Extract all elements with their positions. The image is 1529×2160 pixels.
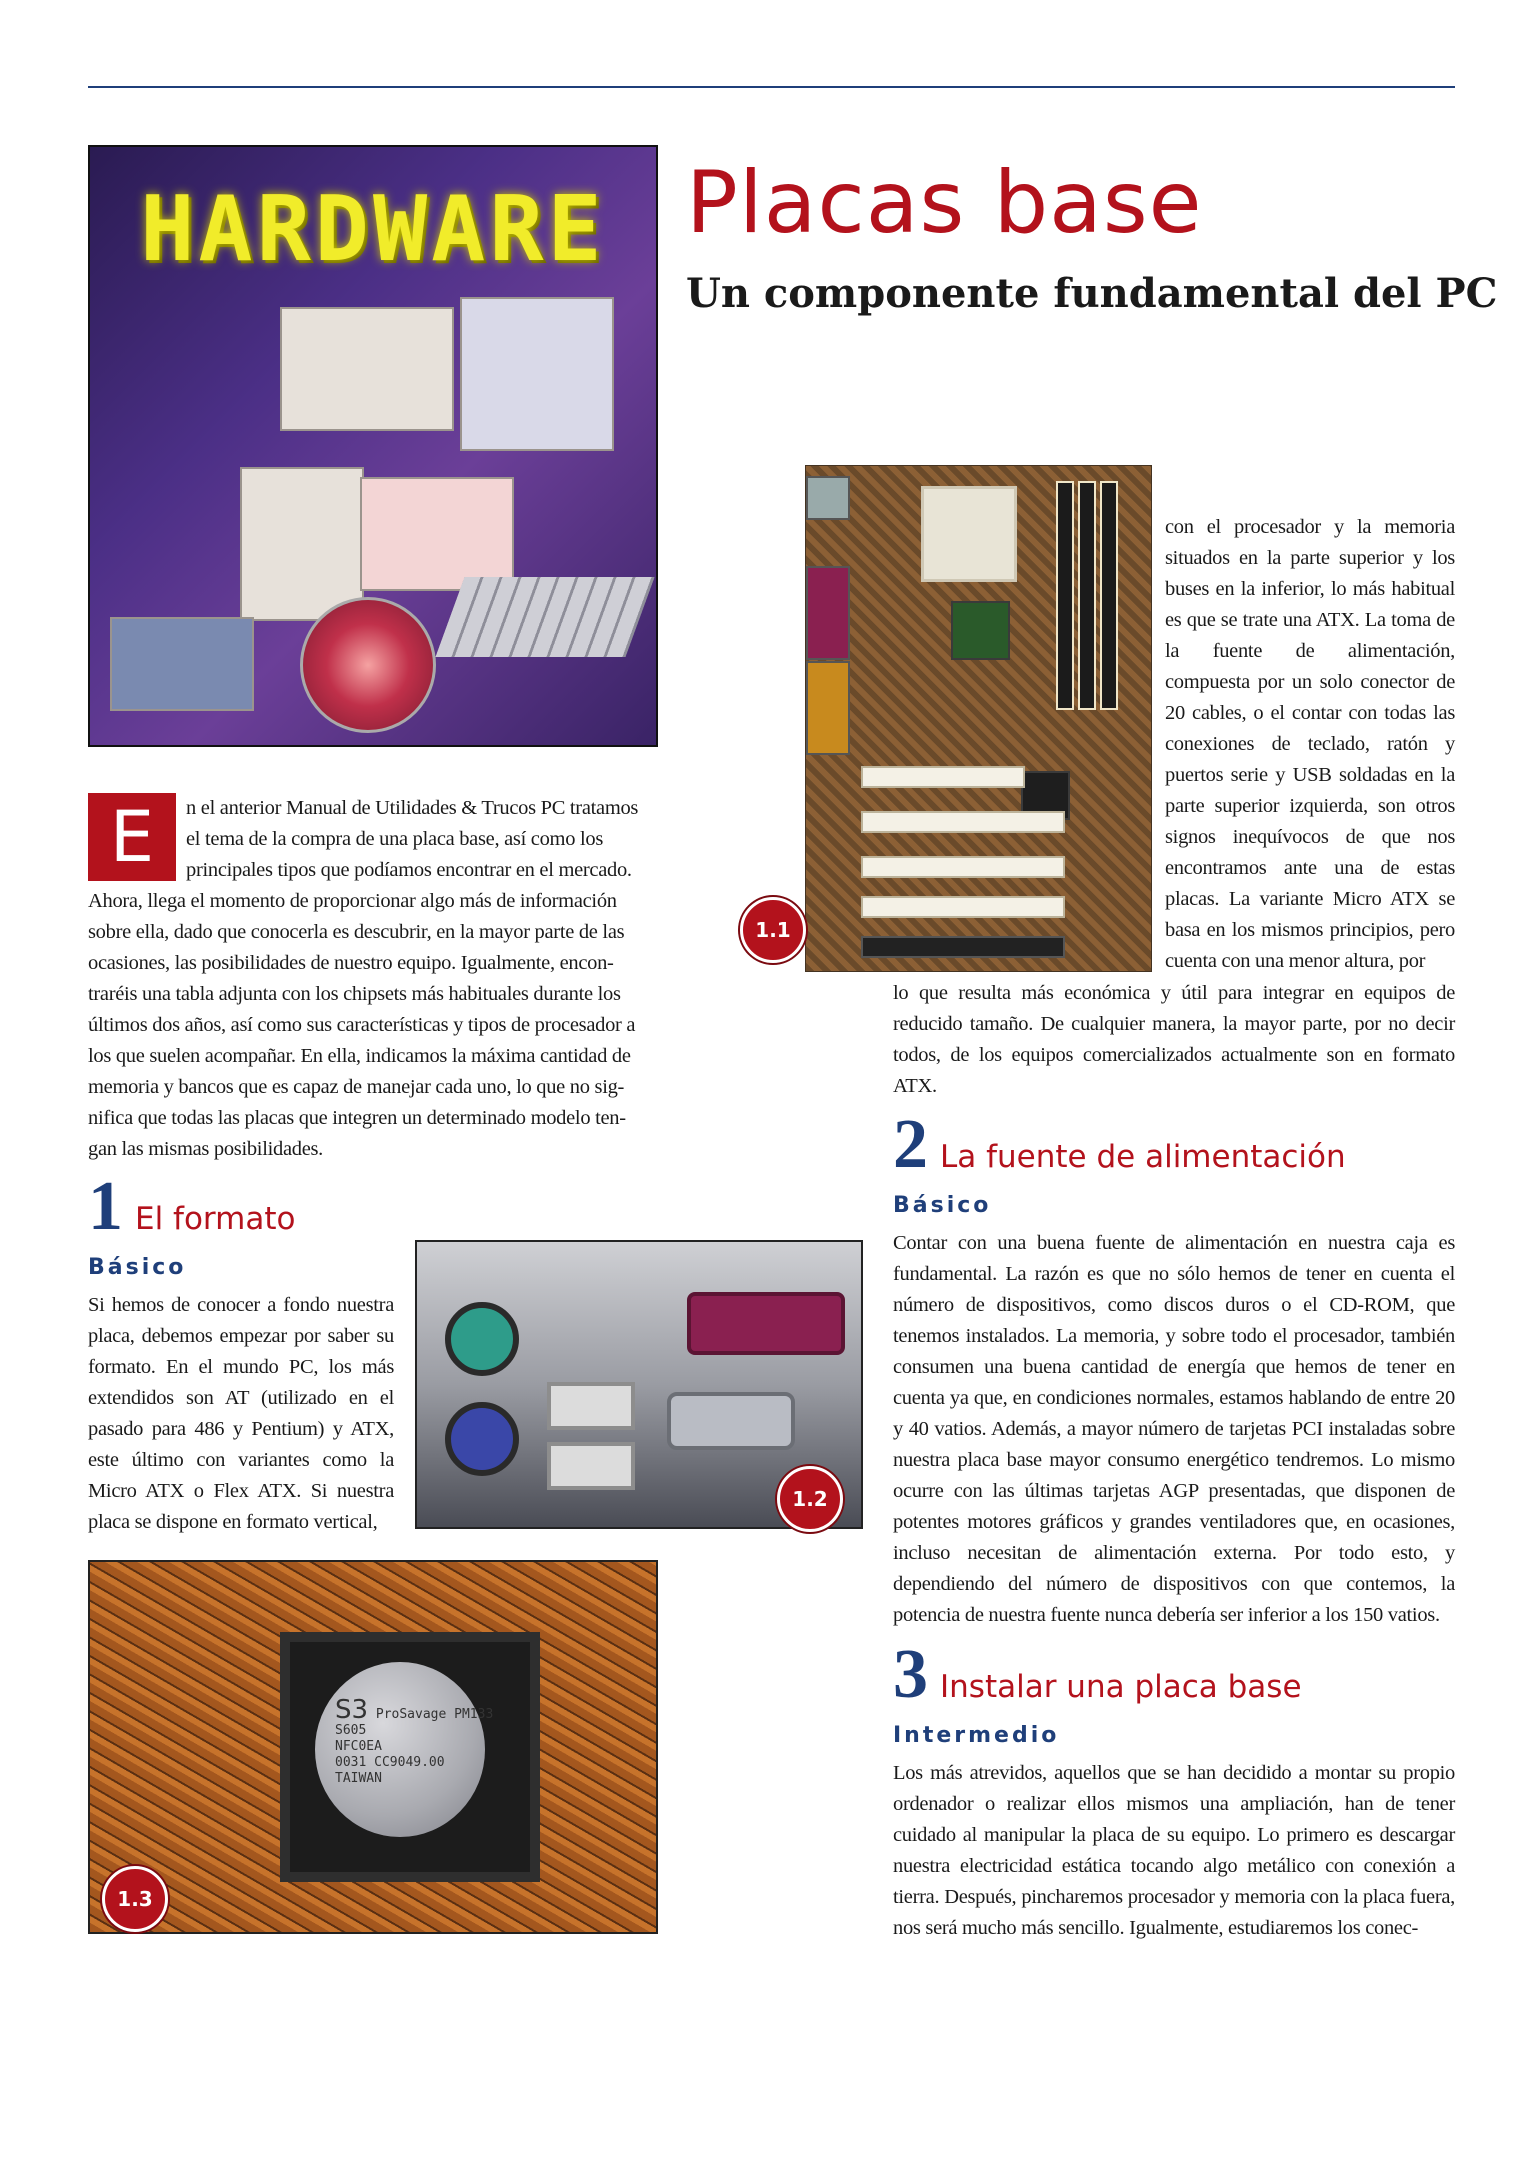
top-rule — [88, 86, 1455, 88]
section-1-number: 1 — [88, 1168, 123, 1245]
figure-badge-1-2: 1.2 — [777, 1466, 843, 1532]
section-1-level: Básico — [88, 1255, 187, 1280]
section-1-text-right: con el procesador y la memoria situados en la parte superior y los buses en la inferior, lo más habitual es que se trate una ATX. La toma de la fuente de alimentación, compuesta por un solo conector de 20 cables, o el contar con todas las conexiones de teclado, ratón y puertos serie y USB soldadas en la parte superior izquierda, son otros signos inequívocos de que nos encontramos ante una de estas placas. La variante Micro ATX se basa en los mismos principios, pero cuenta con una menor altura, por — [1165, 516, 1455, 972]
page-subtitle: Un componente fundamental del PC — [686, 270, 1498, 317]
section-3-text: Los más atrevidos, aquellos que se han decidido a montar su propio ordenador o realizar ellos mismos una ampliación, han de tener cuidado al manipular la placa de su equipo. Lo primero es descargar nuestra electricidad estática tocando algo metálico con conexión a tierra. Después, pincharemos procesador y memoria con la placa fuera, nos será mucho más sencillo. Igualmente, estudiaremos los conec- — [893, 1762, 1455, 1939]
section-2-heading — [893, 1106, 1346, 1183]
drop-cap: E — [88, 793, 176, 881]
figure-badge-1-1: 1.1 — [740, 897, 806, 963]
section-3-level: Intermedio — [893, 1723, 1060, 1748]
figure-badge-1-3: 1.3 — [102, 1866, 168, 1932]
hardware-logo: HARDWARE — [140, 177, 606, 282]
section-2-number: 2 — [893, 1106, 928, 1183]
motherboard-photo — [805, 465, 1152, 972]
section-3-number: 3 — [893, 1636, 928, 1713]
section-2-title: La fuente de alimentación — [940, 1139, 1346, 1175]
section-1-heading — [88, 1168, 296, 1245]
section-1-text-full: lo que resulta más económica y útil para integrar en equipos de reducido tamaño. De cualquier manera, la mayor parte, por no decir todos, de los equipos comercializados actualmente son en formato ATX. — [893, 982, 1455, 1097]
section-1-text-left: Si hemos de conocer a fondo nuestra placa, debemos empezar por saber su formato. En el mundo PC, los más extendidos son AT (utilizado en el pasado para 486 y Pentium) y ATX, este último con variantes como la Micro ATX o Flex ATX. Si nuestra placa se dispone en formato vertical, — [88, 1294, 394, 1533]
intro-lines-top: n el anterior Manual de Utilidades & Trucos PC tratamos el tema de la compra de una placa base, así como los principales tipos que podíamos encontrar en el mercado. — [186, 797, 639, 881]
section-1-title: El formato — [135, 1201, 296, 1237]
section-3-title: Instalar una placa base — [940, 1669, 1302, 1705]
cpu-socket — [921, 486, 1017, 582]
intro-lines-bottom: Ahora, llega el momento de proporcionar algo más de información sobre ella, dado que conocerla es descubrir, en la mayor parte de las ocasiones, las posibilidades de nuestro equipo. Igualmente, encon- traréis una tabla adjunta con los chipsets más habituales durante los últimos dos años, así como sus características y tipos de procesador a los que suelen acompañar. En ella, indicamos la máxima cantidad de memoria y bancos que es capaz de manejar cada uno, lo que no sig- nifica que todas las placas que integren un determinado modelo ten- gan las mismas posibilidades. — [88, 890, 636, 1160]
chipset-photo — [88, 1560, 658, 1934]
hardware-collage-image — [88, 145, 658, 747]
section-3-heading — [893, 1636, 1302, 1713]
page-title: Placas base — [686, 153, 1203, 253]
s3-chip: S3 ProSavage PM133 S605 NFC0EA 0031 CC9049.00 TAIWAN — [280, 1632, 540, 1882]
section-2-level: Básico — [893, 1193, 992, 1218]
section-2-text: Contar con una buena fuente de alimentación en nuestra caja es fundamental. La razón es que no sólo hemos de tener en cuenta el número de dispositivos, como discos duros o el CD-ROM, que tenemos instalados. La memoria, y sobre todo el procesador, también consumen una buena cantidad de energía que hemos de tener en cuenta ya que, en condiciones normales, estamos hablando de entre 20 y 40 vatios. Además, a mayor número de tarjetas PCI instaladas sobre nuestra placa base mayor consumo energético tendremos. Lo mismo ocurre con las últimas tarjetas AGP presentadas, que disponen de potentes motores gráficos y grandes ventiladores que, en ocasiones, incluso necesitan de alimentación externa. Por todo esto, y dependiendo del número de dispositivos con que contemos, la potencia de nuestra fuente nunca debería ser inferior a los 150 vatios. — [893, 1232, 1455, 1626]
